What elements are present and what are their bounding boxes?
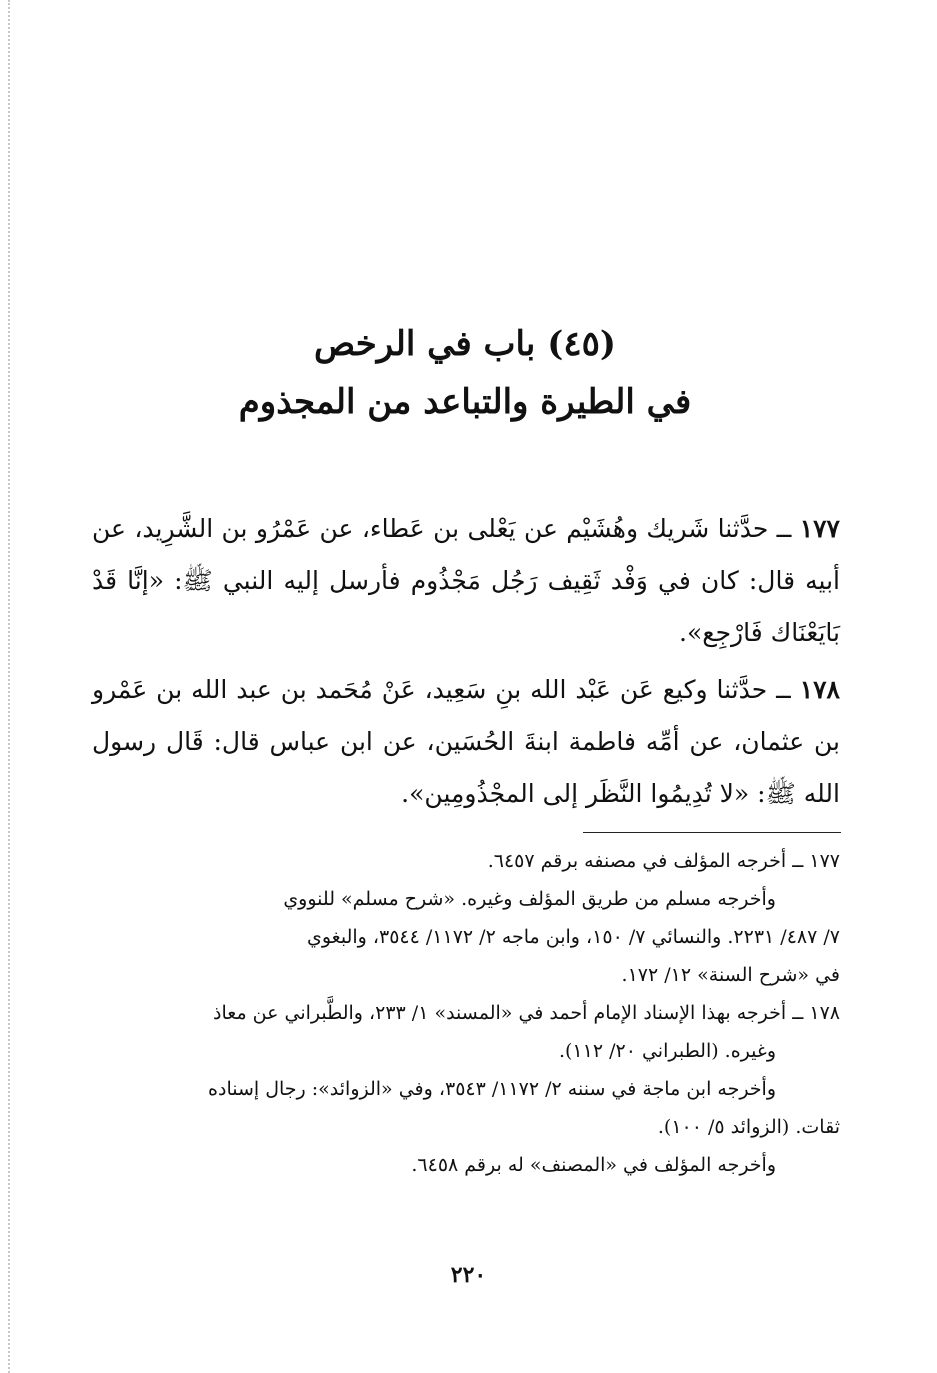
hadith-number: ١٧٧ bbox=[799, 514, 840, 543]
chapter-title bbox=[90, 315, 840, 431]
footnote-177-line: وأخرجه مسلم من طريق المؤلف وغيره. «شرح مسلم» للنووي bbox=[283, 888, 776, 910]
scan-edge-line bbox=[8, 0, 10, 1373]
footnote-177-line: في «شرح السنة» ١٢/ ١٧٢. bbox=[621, 964, 840, 986]
hadith-178 bbox=[92, 664, 840, 820]
footnotes bbox=[92, 842, 840, 1184]
page-number: ٢٢٠ bbox=[450, 1262, 487, 1288]
chapter-title-line-2: في الطيرة والتباعد من المجذوم bbox=[238, 382, 692, 422]
hadith-177 bbox=[92, 503, 840, 659]
hadith-dash: ــ bbox=[768, 514, 792, 543]
footnote-178-line: ١٧٨ ــ أخرجه بهذا الإسناد الإمام أحمد في «المسند» ١/ ٢٣٣، والطَّبراني عن معاذ bbox=[213, 1002, 840, 1024]
chapter-title-line-1: (٤٥) باب في الرخص bbox=[314, 324, 616, 364]
footnote-178-line: وغيره. (الطبراني ٢٠/ ١١٢). bbox=[558, 1040, 776, 1062]
hadith-dash: ــ bbox=[767, 675, 791, 704]
footnote-178-line: وأخرجه ابن ماجة في سننه ٢/ ١١٧٢/ ٣٥٤٣، وفي «الزوائد»: رجال إسناده bbox=[208, 1078, 776, 1100]
hadith-number: ١٧٨ bbox=[799, 675, 840, 704]
hadith-text: حدَّثنا وكيع عَن عَبْد الله بنِ سَعِيد، عَنْ مُحَمد بن عبد الله بن عَمْرو بن عثمان، عن أمِّه فاطمة ابنةَ الحُسَين، عن ابن عباس قال: قَال رسول الله ﷺ: «لا تُدِيمُوا النَّظَر إلى المجْذُومِين». bbox=[92, 675, 840, 808]
footnote-177-line: ٧/ ٤٨٧/ ٢٢٣١. والنسائي ٧/ ١٥٠، وابن ماجه ٢/ ١١٧٢/ ٣٥٤٤، والبغوي bbox=[307, 926, 840, 948]
footnote-178-line: ثقات. (الزوائد ٥/ ١٠٠). bbox=[657, 1116, 840, 1138]
footnote-separator bbox=[583, 832, 841, 833]
hadith-text: حدَّثنا شَريك وهُشَيْم عن يَعْلى بن عَطاء، عن عَمْرُو بن الشَّرِيد، عن أبيه قال: كان في وَفْد ثَقِيف رَجُل مَجْذُوم فأرسل إليه النبي ﷺ: «إنَّا قَدْ بَايَعْنَاك فَارْجِع». bbox=[92, 514, 840, 647]
footnote-177-line: ١٧٧ ــ أخرجه المؤلف في مصنفه برقم ٦٤٥٧. bbox=[487, 850, 840, 872]
footnote-178-line: وأخرجه المؤلف في «المصنف» له برقم ٦٤٥٨. bbox=[411, 1154, 776, 1176]
